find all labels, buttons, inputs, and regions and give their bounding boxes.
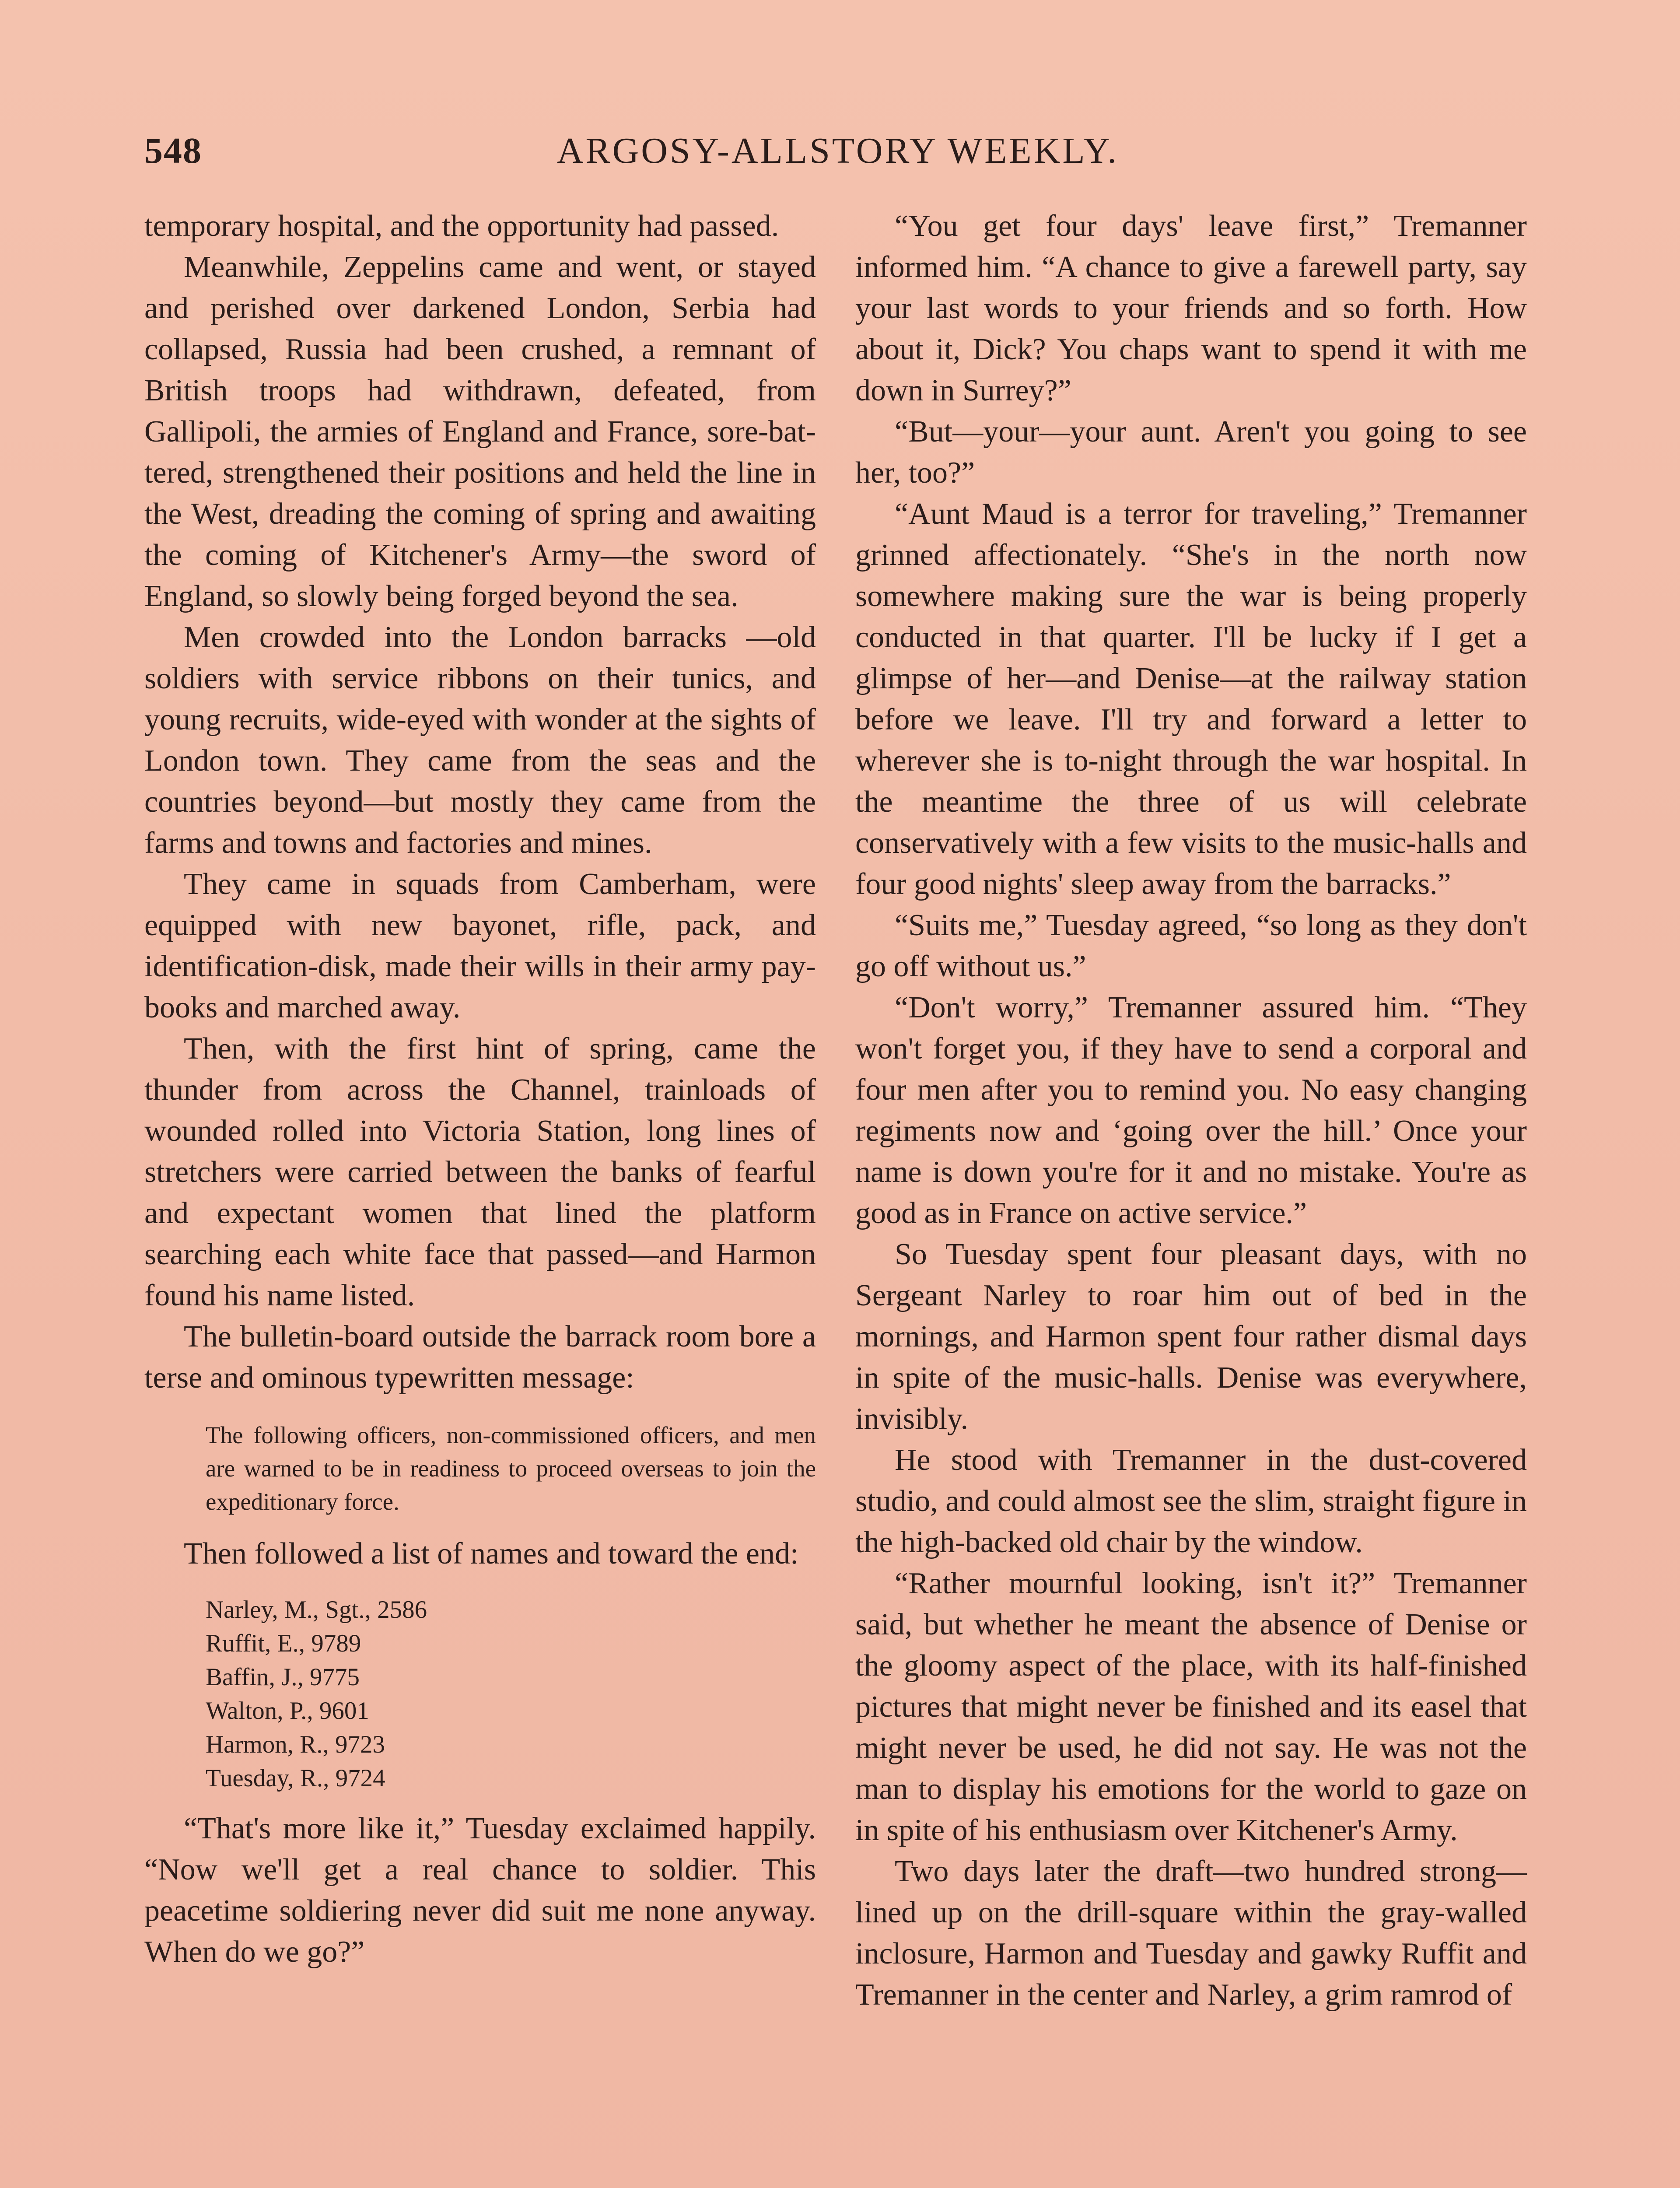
running-head: ARGOSY-ALLSTORY WEEKLY. xyxy=(556,130,1119,171)
paragraph: “You get four days' leave first,” Tremanner informed him. “A chance to give a farewell party, say your last words to your friends and so forth. How about it, Dick? You chaps want to spend it with me down in Surrey?” xyxy=(855,209,1527,407)
paragraph: The bulletin-board outside the barrack room bore a terse and ominous typewritten message: xyxy=(144,1320,816,1395)
paragraph: “Don't worry,” Tremanner assured him. “They won't forget you, if they have to send a corporal and four men after you to remind you. No easy changing regiments now and ‘going over the hill.’ Once your name is down you're for it and no mistake. You're as good as in France on active service.” xyxy=(855,991,1527,1230)
paragraph: “Rather mournful looking, isn't it?” Tremanner said, but whether he meant the absence of Denise or the gloomy aspect of the place, with its half-finished pictures that might never be finished and its easel that might never be used, he did not say. He was not the man to display his emotions for the world to gaze on in spite of his enthusiasm over Kitchener's Army. xyxy=(855,1567,1527,1847)
paragraph: They came in squads from Camberham, were equipped with new bayonet, rifle, pack, and identification-disk, made their wills in their army pay-books and marched away. xyxy=(144,867,816,1024)
paragraph: So Tuesday spent four pleasant days, with no Sergeant Narley to roar him out of bed in the mornings, and Harmon spent four rather dismal days in spite of the music-halls. Denise was everywhere, invisibly. xyxy=(855,1238,1527,1436)
paragraph: Meanwhile, Zeppelins came and went, or stayed and perished over darkened London, Serbia had collapsed, Russia had been crushed, a remnant of British troops had withdrawn, defeated, from Gallipoli, the armies of England and France, sore-battered, strengthened their positions and held the line in the West, dreading the coming of spring and awaiting the coming of Kitchener's Army—the sword of England, so slowly being forged beyond the sea. xyxy=(144,250,816,613)
paragraph: temporary hospital, and the opportunity had passed. xyxy=(144,209,779,243)
paragraph: “That's more like it,” Tuesday exclaimed happily. “Now we'll get a real chance to soldier. This peacetime soldiering never did suit me none anyway. When do we go?” xyxy=(144,1812,816,1969)
list-item: Walton, P., 9601 xyxy=(206,1697,369,1725)
left-column xyxy=(144,206,816,1973)
list-item: Ruffit, E., 9789 xyxy=(206,1630,361,1657)
paragraph: Men crowded into the London barracks —old soldiers with service ribbons on their tunics, and young recruits, wide-eyed with wonder at the sights of London town. They came from the seas and the countries beyond—but mostly they came from the farms and towns and factories and mines. xyxy=(144,621,816,860)
list-item: Baffin, J., 9775 xyxy=(206,1663,360,1691)
paragraph: Two days later the draft—two hundred strong—lined up on the drill-square within the gray-walled inclosure, Harmon and Tuesday and gawky Ruffit and Tremanner in the center and Narley, a grim ramrod of xyxy=(855,1855,1527,2012)
list-item: Tuesday, R., 9724 xyxy=(206,1764,385,1792)
paragraph: Then followed a list of names and toward the end: xyxy=(184,1537,799,1571)
paragraph: “Aunt Maud is a terror for traveling,” Tremanner grinned affectionately. “She's in the north now somewhere making sure the war is being properly conducted in that quarter. I'll be lucky if I get a glimpse of her—and Denise—at the railway station before we leave. I'll try and forward a letter to wherever she is to-night through the war hospital. In the meantime the three of us will celebrate conservatively with a few visits to the music-halls and four good nights' sleep away from the barracks.” xyxy=(855,497,1527,901)
page-number: 548 xyxy=(144,130,202,171)
list-item: Harmon, R., 9723 xyxy=(206,1731,385,1758)
paragraph: “Suits me,” Tuesday agreed, “so long as they don't go off without us.” xyxy=(855,908,1527,983)
page-header xyxy=(144,130,1531,178)
names-list xyxy=(206,1593,816,1795)
paragraph: Then, with the first hint of spring, came the thunder from across the Channel, trainloads of wounded rolled into Victoria Station, long lines of stretchers were carried between the banks of fearful and expectant women that lined the platform searching each white face that passed—and Harmon found his name listed. xyxy=(144,1032,816,1312)
paragraph: “But—your—your aunt. Aren't you going to see her, too?” xyxy=(855,415,1527,490)
paragraph: He stood with Tremanner in the dust-covered studio, and could almost see the slim, straight figure in the high-backed old chair by the window. xyxy=(855,1443,1527,1559)
right-column xyxy=(855,206,1527,2016)
list-item: Narley, M., Sgt., 2586 xyxy=(206,1596,427,1623)
bulletin-notice: The following officers, non-commissioned officers, and men are warned to be in readiness to proceed overseas to join the expeditionary force. xyxy=(206,1422,816,1515)
